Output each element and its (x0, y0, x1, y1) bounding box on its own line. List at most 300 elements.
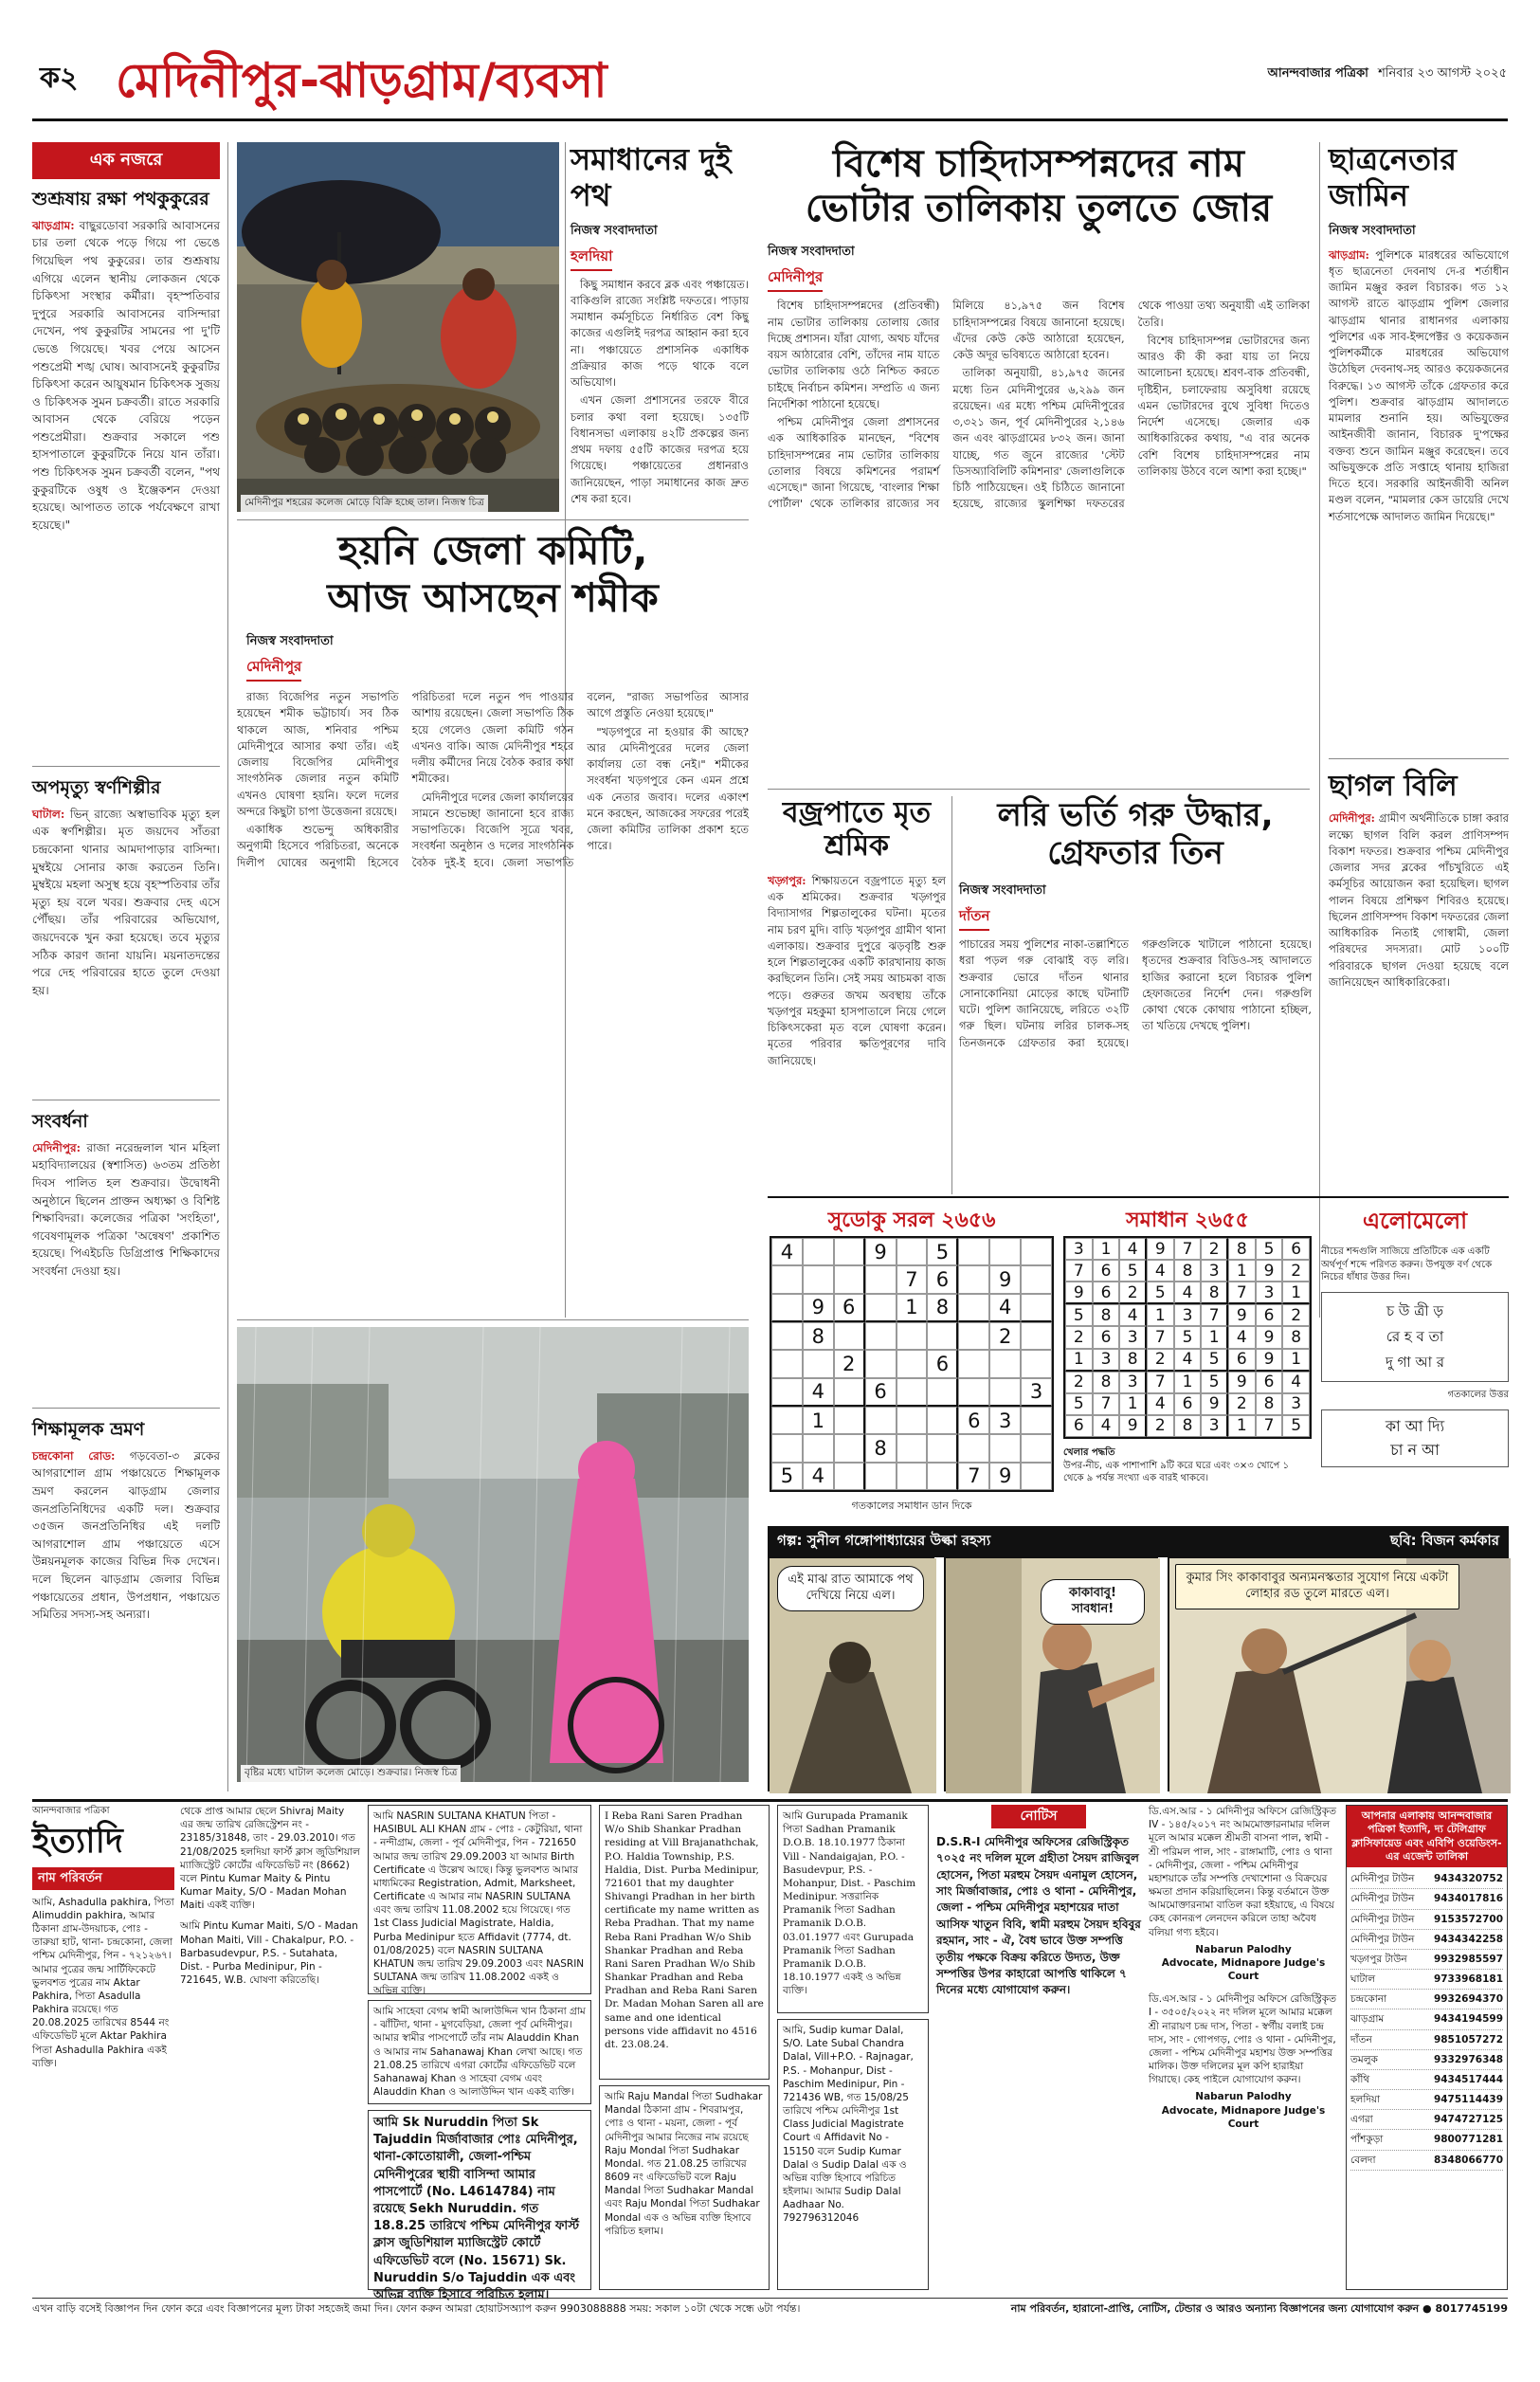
sudoku-footnote: গতকালের সমাধান ডান দিকে (851, 1500, 972, 1512)
jumble-instructions: নীচের শব্দগুলি সাজিয়ে প্রতিটিকে এক একটি অর্থপূর্ণ শব্দে পরিণত করুন। উপযুক্ত বর্ণ থেকে নিচের ধাঁধার উত্তর দিন। (1321, 1246, 1493, 1282)
solution-cell: 4 (1119, 1304, 1147, 1326)
sudoku-solution (1063, 1204, 1312, 1517)
solution-grid (1063, 1236, 1312, 1439)
agent-row (1350, 2110, 1503, 2130)
classified-ad: I Reba Rani Saren Pradhan W/o Shib Shankar Pradhan residing at Vill Brajanathchak, P.O. Haldia Township, P.S. Haldia, Dist. Purba Medinipur, 721601 that my daughter Shivangi Pradhan in her birth certificate my name written as Reba Pradhan. That my name Reba Rani Pradhan W/o Shib Shankar Pradhan and Reba Rani Saren Pradhan W/o Shib Shankar Pradhan and Reba Pradhan and Reba Rani Saren Dr. Madan Mohan Saren all are same and one identical persons vide affidavit no 4516 dt. 23.08.24. (605, 1810, 764, 2050)
story-place: মেদিনীপুর: (1329, 811, 1375, 826)
sudoku-cell (865, 1294, 897, 1322)
jumble-words (1321, 1292, 1509, 1382)
solution-cell: 3 (1119, 1326, 1147, 1348)
sudoku-cell (958, 1294, 989, 1322)
solution-cell: 3 (1201, 1415, 1228, 1437)
sudoku-cell (989, 1434, 1021, 1462)
column-rule (227, 142, 228, 1791)
sudoku-cell (803, 1238, 834, 1265)
solution-cell: 5 (1201, 1349, 1228, 1372)
notice-header: নোটিস (991, 1805, 1086, 1828)
solution-cell: 3 (1282, 1393, 1310, 1415)
classified-ad: ডি.এস.আর - ১ মেদিনীপুর অফিসে রেজিস্ট্রিকৃত IV - ১৪৫/২০১৭ নং আমমোক্তারনামার দলিল মূলে আমার মক্কেল শ্রীমতী বাসনা পাল, স্বামী - শ্রী পরিমল পাল, সাং - রাঙ্গামাটি, পোঃ ও থানা - মেদিনীপুর, জেলা - পশ্চিম মেদিনীপুর মহাশয়াকে তাঁর সম্পত্তি দেখাশোনা ও বিক্রয়ের ক্ষমতা প্রদান করিয়াছিলেন। কিন্তু বর্তমানে উক্ত আমমোক্তারনামা বাতিল করা হইয়াছে, এ বিষয়ে কেহ কোনরূপ লেনদেন করিলে তাহা অবৈধ বলিয়া গণ্য হইবে। (1149, 1806, 1336, 1938)
brief-headline: অপমৃত্যু স্বর্ণশিল্পীর (32, 777, 161, 798)
agent-phone: 9475114439 (1433, 2094, 1503, 2106)
classified-ad: আমি Gurupada Pramanik পিতা Sadhan Pramanik D.O.B. 18.10.1977 ঠিকানা Vill - Nandaigajan, P.O. - Basudevpur, P.S. - Mohanpur, Dist. - Paschim Medinipur. সত্তরানিক Pramanik পিতা Sadhan Pramanik D.O.B. 03.01.1977 এবং Gurupada Pramanik পিতা Sadhan Pramanik D.O.B. 18.10.1977 একই ও অভিন্ন ব্যক্তি। (783, 1810, 916, 1997)
sudoku-cell (865, 1463, 897, 1490)
sudoku-cell (989, 1350, 1021, 1377)
agent-name: মেদিনীপুর টাউন (1350, 1873, 1415, 1885)
issue-date: শনিবার ২৩ আগস্ট ২০২৫ (1378, 66, 1507, 81)
brief-place: মেদিনীপুর: (32, 1140, 82, 1155)
solution-cell: 7 (1065, 1260, 1093, 1282)
sudoku-cell: 5 (771, 1463, 803, 1490)
sudoku-cell (1021, 1434, 1052, 1462)
sudoku-cell (865, 1350, 897, 1377)
divider (768, 789, 1310, 790)
classified-ad-box (777, 2019, 929, 2290)
sudoku-cell: 7 (958, 1463, 989, 1490)
sudoku-cell (834, 1238, 865, 1265)
sudoku-cell (834, 1322, 865, 1350)
paragraph: রাজ্য বিজেপির নতুন সভাপতি হয়েছেন শমীক ভট্টাচার্য। সব ঠিক থাকলে আজ, শনিবার পশ্চিম মেদিনীপুরে আসার কথা তাঁর। এই জেলায় বিজেপির মেদিনীপুর সাংগঠনিক জেলার নতুন কমিটি এখনও ঘোষণা হয়নি। ফলে দলের অন্দরে কিছুটা চাপা উত্তেজনা রয়েছে। (237, 690, 399, 818)
sudoku-cell (958, 1434, 989, 1462)
sudoku-cell (834, 1407, 865, 1434)
solution-cell: 1 (1093, 1238, 1120, 1260)
sudoku-cell: 1 (803, 1407, 834, 1434)
agent-row (1350, 1910, 1503, 1930)
solution-cell: 2 (1201, 1238, 1228, 1260)
agent-rows (1347, 1867, 1507, 2173)
agent-phone: 9434194599 (1433, 2013, 1503, 2026)
classified-ad: আমি NASRIN SULTANA KHATUN পিতা - HASIBUL ALI KHAN গ্রাম - পোঃ - কেটুরিয়া, থানা - নন্দীগ্রাম, জেলা - পূর্ব মেদিনীপুর, পিন - 721650 আমার জন্ম তারিখ 29.09.2003 যা আমার Birth Certificate এ উল্লেখ আছে। কিন্তু ভুলবশত আমার মাধ্যমিকের Registration, Admit, Marksheet, Certificate এ আমার নাম NASRIN SULTANA এবং জন্ম তারিখ 11.08.2002 হয়ে গিয়েছে। গত 1st Class Judicial Magistrate, Haldia, Purba Medinipur হতে Affidavit (7774, dt. 01/08/2025) বলে NASRIN SULTANA KHATUN জন্ম তারিখ 29.09.2003 এবং NASRIN SULTANA জন্ম তারিখ 11.08.2002 একই ও অভিন্ন ব্যক্তি। (373, 1810, 585, 1997)
sudoku-cell (927, 1322, 958, 1350)
sudoku-cell: 5 (927, 1238, 958, 1265)
sudoku-cell: 6 (927, 1350, 958, 1377)
sudoku-cell (865, 1322, 897, 1350)
photo-caption: বৃষ্টির মধ্যে ঘাটাল কলেজ মোড়ে। শুক্রবার। নিজস্ব চিত্র (241, 1765, 461, 1783)
solution-cell: 5 (1174, 1326, 1202, 1348)
sudoku-cell: 6 (865, 1378, 897, 1407)
speech-bubble: কাকাবাবু! সাবধান! (1041, 1579, 1145, 1625)
solution-cell: 1 (1119, 1393, 1147, 1415)
agent-name: পাঁশকুড়া (1350, 2134, 1384, 2146)
solution-cell: 6 (1282, 1238, 1310, 1260)
story-headline: বজ্রপাতে মৃত শ্রমিক (782, 796, 932, 864)
agent-row (1350, 1869, 1503, 1889)
solution-cell: 3 (1093, 1349, 1120, 1372)
story-byline: নিজস্ব সংবাদদাতা (571, 223, 658, 238)
sudoku-cell: 9 (989, 1463, 1021, 1490)
name-change-header: নাম পরিবর্তন (32, 1867, 174, 1890)
agent-phone: 9434517444 (1433, 2073, 1503, 2085)
sudoku-cell (1021, 1238, 1052, 1265)
solution-cell: 9 (1228, 1372, 1256, 1393)
solution-cell: 6 (1256, 1372, 1283, 1393)
story-goat (1329, 770, 1509, 1149)
solution-cell: 1 (1174, 1372, 1202, 1393)
classified-ad: আমি Sk Nuruddin পিতা Sk Tajuddin মির্জাবাজার পোঃ মেদিনীপুর, থানা-কোতোয়ালী, জেলা-পশ্চিম মেদিনীপুরের স্থায়ী বাসিন্দা আমার পাসপোর্টে (No. L4614784) নাম রয়েছে Sekh Nuruddin. গত 18.8.25 তারিখে পশ্চিম মেদিনীপুর ফার্স্ট ক্লাস জুডিশিয়াল ম্যাজিস্ট্রেট কোর্টে এফিডেভিট বলে (No. 15671) Sk. Nuruddin S/o Tajuddin এক এবং অভিন্ন ব্যক্তি হিসাবে পরিচিত হলাম। (373, 2116, 580, 2302)
agent-name: দাঁতন (1350, 2033, 1372, 2046)
solution-cell: 8 (1228, 1238, 1256, 1260)
sudoku-cell (897, 1350, 928, 1377)
agent-row (1350, 2070, 1503, 2090)
page-number: ক২ (40, 62, 79, 95)
solution-cell: 9 (1256, 1326, 1283, 1348)
jumble-word: দু গা আ র (1385, 1353, 1445, 1371)
story-headline-line2: ভোটার তালিকায় তুলতে জোর (805, 187, 1273, 231)
sudoku-cell (989, 1378, 1021, 1407)
solution-cell: 4 (1174, 1349, 1202, 1372)
agent-phone: 9434342258 (1433, 1933, 1503, 1945)
footer-right: নাম পরিবর্তন, হারানো-প্রাপ্তি, নোটিস, টেন্ডার ও আরও অন্যান্য বিজ্ঞাপনের জন্য যোগাযোগ করুন ● 8017745199 (1010, 2302, 1508, 2315)
sudoku-cell (834, 1463, 865, 1490)
classified-ad-box (777, 1805, 929, 2013)
solution-cell: 9 (1065, 1282, 1093, 1304)
brief-place: ঘাটাল: (32, 807, 65, 821)
palm-seller-image (237, 142, 559, 512)
story-byline: নিজস্ব সংবাদদাতা (246, 634, 334, 649)
sudoku-cell (1021, 1294, 1052, 1322)
sudoku-cell: 9 (803, 1294, 834, 1322)
story-location: দাঁতন (959, 905, 989, 931)
solution-cell: 6 (1093, 1282, 1120, 1304)
solution-cell: 3 (1256, 1282, 1283, 1304)
story-body: শিক্ষায়তনে বজ্রপাতে মৃত্যু হল এক শ্রমিকের। শুক্রবার খড়্গপুর বিদ্যাসাগর শিল্পতালুকের ঘটনা। মৃতের নাম চরণ মুদি। বাড়ি খড়্গপুর গ্রামীণ থানা এলাকায়। শুক্রবার দুপুরে ঝড়বৃষ্টি শুরু হলে শিল্পতালুকের একটি কারখানায় কাজ করছিলেন তিনি। সেই সময় আচমকা বাজ পড়ে। গুরুতর জখম অবস্থায় তাঁকে খড়্গপুর মহকুমা হাসপাতালে নিয়ে গেলে চিকিৎসকেরা মৃত বলে ঘোষণা করেন। মৃতের পরিবার ক্ষতিপূরণের দাবি জানিয়েছে। (768, 873, 947, 1067)
solution-cell: 2 (1228, 1393, 1256, 1415)
sudoku-cell (834, 1434, 865, 1462)
agent-name: এগরা (1350, 2114, 1373, 2126)
sudoku-cell (803, 1265, 834, 1293)
jumble-word: চ উ ত্রী ড় (1386, 1301, 1444, 1319)
speech-bubble: এই মাঝ রাত আমাকে পথ দেখিয়ে নিয়ে এল। (777, 1566, 924, 1611)
sudoku-cell: 9 (865, 1238, 897, 1265)
sudoku-cell: 4 (771, 1238, 803, 1265)
agent-row (1350, 2090, 1503, 2110)
solution-cell: 1 (1065, 1349, 1093, 1372)
brand-title: ইত্যাদি (32, 1820, 123, 1861)
solution-cell: 3 (1174, 1304, 1202, 1326)
notice-body: D.S.R-I মেদিনীপুর অফিসের রেজিস্ট্রিকৃত ৭০২৫ নং দলিল মূলে গ্রহীতা সৈয়দ রাজিবুল হোসেন, পিতা মরহুম সৈয়দ এনামুল হোসেন, সাং মির্জাবাজার, পোঃ ও থানা - মেদিনীপুর, জেলা - পশ্চিম মেদিনীপুর মহাশয়ের দাতা আসিফ খাতুন বিবি, স্বামী মরহুম সৈয়দ হবিবুর রহমান, সাং - ঐ, বৈধ ভাবে উক্ত সম্পত্তি তৃতীয় পক্ষকে বিক্রয় করিতে উদ্যত, উক্ত সম্পত্তির উপর কাহারো আপত্তি থাকিলে ৭ দিনের মধ্যে যোগাযোগ করুন। (936, 1834, 1141, 1997)
brief-body: ভিন্ রাজ্যে অস্বাভাবিক মৃত্যু হল এক স্বর্ণশিল্পীর। মৃত জয়দেব সাঁতরা চন্দ্রকোনা থানার আমদাপাড়ার বাসিন্দা। মুম্বইয়ে সোনার কাজ করতেন তিনি। মুম্বইয়ে মহলা অসুস্থ হয়ে বৃহস্পতিবার তাঁর মৃত্যু হয় বলে খবর। শুক্রবার দেহ এসে পৌঁছয়। তাঁর পরিবারের অভিযোগ, জয়দেবকে খুন করা হয়েছে। তবে মৃত্যুর সঠিক কারণ জানা যায়নি। ময়নাতদন্তের পরে দেহ পরিবারের হাতে তুলে দেওয়া হয়। (32, 807, 220, 997)
solution-cell: 1 (1147, 1304, 1174, 1326)
solution-cell: 1 (1282, 1282, 1310, 1304)
sudoku-cell: 8 (865, 1434, 897, 1462)
agent-row (1350, 2130, 1503, 2150)
comic-header (768, 1526, 1509, 1557)
sudoku-cell: 6 (958, 1407, 989, 1434)
paragraph: বিশেষ চাহিদাসম্পন্ন ভোটারদের জন্য আরও কী কী করা যায় তা নিয়ে আলোচনা হয়েছে। শ্রবণ-বাক প্রতিবন্ধী, দৃষ্টিহীন, চলাফেরায় অসুবিধা রয়েছে এমন ভোটারদের বুথে সুবিধা দিতেও নির্দেশ এসেছে। জেলার এক আধিকারিকের কথায়, "এ বার অনেক বেশি বিশেষ চাহিদাসম্পন্নের নাম তালিকায় উঠবে বলে আশা করা হচ্ছে।" (1137, 333, 1310, 478)
story-body: পাচারের সময় পুলিশের নাকা-তল্লাশিতে ধরা পড়ল গরু বোঝাই বড় লরি। শুক্রবার ভোরে দাঁতন থানার সোনাকোনিয়া মোড়ের কাছে ঘটনাটি ঘটে। পুলিশ জানিয়েছে, লরিতে ৩২টি গরু ছিল। ঘটনায় লরির চালক-সহ তিনজনকে গ্রেফতার করা হয়েছে। গরুগুলিকে খাটালে পাঠানো হয়েছে। ধৃতদের শুক্রবার বিডিও-সহ আদালতে হাজির করানো হলে বিচারক পুলিশ হেফাজতের নির্দেশ দেন। গরুগুলি কোথা থেকে কোথায় পাঠানো হচ্ছিল, তা খতিয়ে দেখছে পুলিশ। (959, 937, 1312, 1049)
solution-cell: 4 (1093, 1415, 1120, 1437)
story-byline: নিজস্ব সংবাদদাতা (959, 883, 1046, 899)
solution-cell: 5 (1065, 1304, 1093, 1326)
sudoku-cell (927, 1407, 958, 1434)
sudoku-cell (865, 1265, 897, 1293)
classified-ad: থেকে প্রাপ্ত আমার ছেলে Shivraj Maity এর জন্ম তারিখ রেজিস্ট্রেশন নং - 23185/31848, তাং - 29.03.2010। গত 21/08/2025 হলদিয়া ফার্স্ট ক্লাস জুডিশিয়াল ম্যাজিস্ট্রেট কোর্টের এফিডেভিট নং (8662) বলে Pintu Kumar Maity & Pintu Kumar Maity, S/O - Madan Mohan Maiti একই ব্যক্তি। (180, 1806, 360, 1912)
briefs-box-title: এক নজরে (32, 142, 220, 179)
jumble-answer (1321, 1409, 1509, 1467)
agent-row (1350, 1950, 1503, 1970)
brief-place: ঝাড়গ্রাম: (32, 218, 75, 232)
solution-cell: 9 (1256, 1349, 1283, 1372)
header-rule (32, 118, 1508, 121)
story-body: গ্রামীণ অর্থনীতিকে চাঙ্গা করার লক্ষ্যে ছাগল বিলি করল প্রাণিসম্পদ বিকাশ দফতর। শুক্রবার পশ্চিম মেদিনীপুর জেলার সদর ব্লকের পাঁচখুরিতে এই কর্মসূচির আয়োজন করা হয়েছিল। ছাগল পালন বিষয়ে প্রশিক্ষণ শিবিরও হয়েছে। ছিলেন প্রাণিসম্পদ বিকাশ দফতরের জেলা আধিকারিক নিতাই গোস্বামী, জেলা পরিষদের সদস্যরা। মোট ১০০টি পরিবারকে ছাগল দেওয়া হয়েছে বলে জানিয়েছেন আধিকারিকেরা। (1329, 811, 1509, 989)
paragraph: পশ্চিম মেদিনীপুর জেলা প্রশাসনের এক আধিকারিক মানছেন, "বিশেষ চাহিদাসম্পন্নের নাম ভোটার তালিকায় তোলার বিষয়ে কমিশনের পরামর্শ এসেছে।" জানা গিয়েছে, 'বাংলার শিক্ষা পোর্টাল' থেকে তালিকার রাজ্যের সব মিলিয়ে ৪১,৯৭৫ জন বিশেষ চাহিদাসম্পন্নের বিষয়ে জানানো হয়েছে। এঁদের কেউ কেউ আঠারো হয়েছেন, কেউ অদূর ভবিষ্যতে আঠারো হবেন। (768, 299, 1125, 511)
agent-row (1350, 1970, 1503, 1990)
paragraph: মেদিনীপুরে দলের জেলা কার্যালয়ের সামনে শুভেচ্ছা জানানো হবে রাজ্য সভাপতিকে। বিজেপি সূত্রে খবর, সংবর্ধনা অনুষ্ঠান ও দলের সাংগঠনিক বৈঠক দুই-ই হবে। জেলা সভাপতি বলেন, "রাজ্য সভাপতির আসার আগে প্রস্তুতি নেওয়া হয়েছে।" (411, 690, 749, 869)
agent-name: হলদিয়া (1350, 2094, 1381, 2106)
jumble-title: এলোমেলো (1362, 1208, 1468, 1234)
brief-headline: সংবর্ধনা (32, 1111, 88, 1132)
brief-headline: শিক্ষামূলক ভ্রমণ (32, 1419, 145, 1440)
story-headline: ছাগল বিলি (1329, 770, 1458, 803)
paragraph: এখন জেলা প্রশাসনের তরফে বীরে চলার কথা বলা হয়েছে। ১৩৫টি বিধানসভা এলাকায় ৪২টি প্রকল্পের জন্য প্রথম দফায় ৫৫টি কাজের দরপত্র হয়ে গিয়েছে। পঞ্চায়েতের প্রধানরাও জানিয়েছেন, পাড়া সমাধানের কাজ দ্রুত শেষ করা হবে। (571, 393, 749, 505)
solution-cell: 3 (1119, 1372, 1147, 1393)
brief-item (32, 777, 220, 999)
sudoku-cell: 2 (989, 1322, 1021, 1350)
solution-cell: 8 (1174, 1415, 1202, 1437)
comic-panel-1 (768, 1556, 934, 1791)
sudoku-cell: 3 (989, 1407, 1021, 1434)
advocate-signature: Nabarun Palodhy Advocate, Midnapore Judge's Court (1161, 1943, 1326, 1983)
sudoku-cell: 4 (989, 1294, 1021, 1322)
agent-row (1350, 2151, 1503, 2171)
divider (1329, 758, 1509, 759)
story-body (237, 689, 749, 1296)
agent-phone: 9434320752 (1433, 1873, 1503, 1885)
sudoku-cell: 6 (834, 1294, 865, 1322)
notice-block (936, 1805, 1141, 2290)
solution-cell: 8 (1093, 1372, 1120, 1393)
sudoku-cell: 2 (834, 1350, 865, 1377)
classified-ad-box (599, 2085, 770, 2290)
jumble-word: রে হ ব তা (1386, 1327, 1444, 1345)
story-headline: সমাধানের দুই পথ (571, 141, 732, 213)
agent-name: খড়্গপুর টাউন (1350, 1953, 1407, 1965)
solution-cell: 7 (1201, 1304, 1228, 1326)
solution-cell: 7 (1147, 1372, 1174, 1393)
story-location: মেদিনীপুর (246, 656, 301, 682)
sudoku-cell (958, 1322, 989, 1350)
solution-cell: 5 (1201, 1372, 1228, 1393)
sudoku-cell (1021, 1265, 1052, 1293)
sudoku-cell (958, 1378, 989, 1407)
agent-name: মেদিনীপুর টাউন (1350, 1933, 1415, 1945)
solution-cell: 5 (1256, 1238, 1283, 1260)
solution-cell: 3 (1201, 1260, 1228, 1282)
solution-cell: 7 (1147, 1326, 1174, 1348)
story-body (571, 277, 749, 508)
sudoku-title: সুডোকু সরল ২৬৫৬ (827, 1209, 996, 1232)
solution-cell: 3 (1065, 1238, 1093, 1260)
sudoku-cell: 4 (803, 1378, 834, 1407)
story-place: খড়্গপুর: (768, 873, 806, 887)
agent-name: বেলদা (1350, 2154, 1376, 2166)
classified-ad: ডি.এস.আর - ১ মেদিনীপুর অফিসে রেজিস্ট্রিকৃত I - ৩৫০৫/২০২২ নং দলিল মূলে আমার মক্কেল শ্রী নারায়ণ চন্দ্র দাস, পিতা - স্বর্গীয় বলাই চন্দ্র দাস, সাং - গোপগড়, পোঃ ও থানা - মেদিনীপুর, জেলা - পশ্চিম মেদিনীপুর মহাশয় উক্ত সম্পত্তির মালিক। উক্ত দলিলের মূল কপি হারাইয়া গিয়াছে। কেহ পাইলে যোগাযোগ করুন। (1149, 1993, 1336, 2086)
sudoku-cell (897, 1378, 928, 1407)
sudoku-cell (897, 1407, 928, 1434)
brief-body: রাজা নরেন্দ্রলাল খান মহিলা মহাবিদ্যালয়ের (স্বশাসিত) ৬৩তম প্রতিষ্ঠা দিবস পালিত হল শুক্রবার। উদ্বোধনী অনুষ্ঠানে ছিলেন প্রাক্তন অধ্যক্ষা ও বিশিষ্ট শিক্ষাবিদরা। কলেজের পত্রিকা 'সংহিতা', গবেষণামূলক পত্রিকা 'অন্বেষণ' প্রকাশিত হয়েছে। পিএইচডি ডিগ্রিপ্রাপ্ত শিক্ষিকাদের সংবর্ধনা দেওয়া হয়। (32, 1140, 220, 1278)
agent-phone: 9474727125 (1433, 2114, 1503, 2126)
sudoku-cell (958, 1265, 989, 1293)
story-byline: নিজস্ব সংবাদদাতা (768, 245, 855, 260)
sudoku-cell: 6 (927, 1265, 958, 1293)
agent-row (1350, 1930, 1503, 1950)
jumble-answer-row: চা ন আ (1390, 1441, 1440, 1460)
solution-cell: 1 (1228, 1415, 1256, 1437)
solution-cell: 7 (1093, 1393, 1120, 1415)
sudoku-cell (771, 1434, 803, 1462)
date-line (1080, 64, 1507, 84)
solution-cell: 8 (1174, 1260, 1202, 1282)
solution-cell: 5 (1147, 1282, 1174, 1304)
sudoku-cell: 3 (1021, 1378, 1052, 1407)
solution-cell: 2 (1119, 1282, 1147, 1304)
sudoku-cell (834, 1265, 865, 1293)
photo-rain-scene (237, 1327, 749, 1782)
agent-name: চন্দ্রকোনা (1350, 1993, 1387, 2006)
comic-art-credit: ছবি: বিজন কর্মকার (1389, 1532, 1499, 1549)
solution-title: সমাধান ২৬৫৫ (1126, 1209, 1249, 1232)
solution-cell: 8 (1119, 1349, 1147, 1372)
classified-ad: আমি সাহেবা বেগম স্বামী আলাউদ্দিন খান ঠিকানা গ্রাম - ঝাঁটিদা, থানা - মুগবেড়িয়া, জেলা পূর্ব মেদিনীপুর। আমার স্বামীর পাসপোর্টে তাঁর নাম Alauddin Khan ও আমার নাম Sahanawaj Khan লেখা আছে। গত 21.08.25 তারিখে এগরা কোর্টের এফিডেভিট বলে Sahanawaj Khan ও সাহেবা বেগম এবং Alauddin Khan ও আলাউদ্দিন খান একই ব্যক্তি। (373, 2006, 586, 2099)
agent-row (1350, 1990, 1503, 2009)
sudoku-cell (803, 1350, 834, 1377)
sudoku-cell (771, 1378, 803, 1407)
sudoku-cell: 8 (927, 1294, 958, 1322)
classified-ad-box (599, 1805, 770, 2080)
story-headline-line2: গ্রেফতার তিন (1047, 834, 1223, 873)
paragraph: একাধিক শুভেন্দু অধিকারীর অনুগামী হিসেবে পরিচিতরা, অনেকে দিলীপ ঘোষের অনুগামী হিসেবে পরিচিতরা দলে নতুন পদ পাওয়ার আশায় রয়েছেন। জেলা সভাপতি ঠিক হয়ে গেলেও জেলা কমিটি গঠন এখনও বাকি। আজ মেদিনীপুর শহরে দলীয় কর্মীদের নিয়ে বৈঠক করার কথা শমীকের। (237, 690, 574, 869)
solution-cell: 7 (1228, 1282, 1256, 1304)
classifieds-footer (32, 2298, 1508, 2317)
agent-list-title: আপনার এলাকায় আনন্দবাজার পত্রিকা ইত্যাদি, দ্য টেলিগ্রাফ ক্লাসিফায়েড এবং এবিপি ওয়েডিংস-এর এজেন্ট তালিকা (1347, 1806, 1507, 1867)
sudoku-cell (771, 1294, 803, 1322)
story-committee (237, 527, 749, 1314)
solution-cell: 9 (1147, 1238, 1174, 1260)
section-title: মেদিনীপুর-ঝাড়গ্রাম/ব্যবসা (116, 53, 607, 108)
solution-cell: 4 (1147, 1260, 1174, 1282)
comic-panel-3 (1168, 1556, 1509, 1791)
agent-phone: 9153572700 (1433, 1913, 1503, 1925)
solution-cell: 4 (1228, 1326, 1256, 1348)
story-location: মেদিনীপুর (768, 266, 823, 292)
solution-cell: 9 (1119, 1415, 1147, 1437)
divider (237, 519, 749, 520)
brief-item (32, 1111, 220, 1281)
agent-phone: 9332976348 (1433, 2053, 1503, 2065)
sudoku-cell (803, 1434, 834, 1462)
story-headline-line1: হয়নি জেলা কমিটি, (337, 527, 648, 573)
story-two-ways (571, 142, 749, 512)
solution-cell: 9 (1201, 1393, 1228, 1415)
story-headline-line2: আজ আসছেন শমীক (327, 573, 659, 621)
classified-ad: আমি Pintu Kumar Maiti, S/O - Madan Mohan Maiti, Vill - Chakalpur, P.O. - Barbasudevpur, P.S. - Sutahata, Dist. - Purba Medinipur, Pin - 721645, W.B. ঘোষণা করিতেছি। (180, 1920, 358, 1987)
brief-item (32, 189, 220, 534)
agent-row (1350, 2050, 1503, 2070)
classified-column (180, 1805, 360, 1987)
rain-scene-image (237, 1327, 749, 1782)
agent-name: মেদিনীপুর টাউন (1350, 1893, 1415, 1905)
sudoku-cell (771, 1407, 803, 1434)
advocate-signature: Nabarun Palodhy Advocate, Midnapore Judge's Court (1161, 2091, 1326, 2130)
solution-cell: 6 (1093, 1326, 1120, 1348)
sudoku-cell: 1 (897, 1294, 928, 1322)
sudoku-cell (771, 1350, 803, 1377)
sudoku-grid (770, 1236, 1054, 1492)
solution-cell: 6 (1065, 1415, 1093, 1437)
solution-cell: 2 (1282, 1304, 1310, 1326)
story-headline: ছাত্রনেতার জামিন (1329, 141, 1458, 213)
brief-item (32, 1419, 220, 1624)
comic-title: গল্প: সুনীল গঙ্গোপাধ্যায়ের উল্কা রহস্য (777, 1532, 991, 1549)
solution-cell: 2 (1065, 1326, 1093, 1348)
solution-cell: 7 (1256, 1415, 1283, 1437)
story-location: হলদিয়া (571, 245, 612, 271)
solution-cell: 2 (1147, 1415, 1174, 1437)
classifieds-brand (32, 1805, 174, 2070)
agent-name: মেদিনীপুর টাউন (1350, 1913, 1415, 1925)
solution-cell: 4 (1119, 1238, 1147, 1260)
sudoku-cell: 8 (803, 1322, 834, 1350)
sudoku-cell: 9 (989, 1265, 1021, 1293)
paragraph: বিশেষ চাহিদাসম্পন্নদের (প্রতিবন্ধী) নাম ভোটার তালিকায় তোলায় জোর দিচ্ছে প্রশাসন। যাঁরা যোগ্য, অথচ যাঁদের বয়স আঠারোর বেশি, তাঁদের নাম যাতে ভোটার তালিকায় ওঠে নিশ্চিত করতে চাইছে নির্বাচন কমিশন। সম্প্রতি এ জন্য নির্দেশিকা পাঠানো হয়েছে। (768, 299, 940, 410)
solution-cell: 6 (1093, 1260, 1120, 1282)
column-rule (1319, 142, 1320, 1318)
comic-strip (768, 1526, 1509, 1791)
sudoku-cell (927, 1434, 958, 1462)
solution-cell: 9 (1228, 1304, 1256, 1326)
solution-cell: 4 (1147, 1393, 1174, 1415)
sudoku-cell (1021, 1463, 1052, 1490)
sudoku-cell (1021, 1322, 1052, 1350)
solution-cell: 5 (1065, 1393, 1093, 1415)
solution-cell: 5 (1119, 1260, 1147, 1282)
solution-cell: 6 (1228, 1349, 1256, 1372)
photo-caption: মেদিনীপুর শহরের কলেজ মোড়ে বিক্রি হচ্ছে তাল। নিজস্ব চিত্র (241, 495, 488, 513)
solution-cell: 9 (1256, 1260, 1283, 1282)
solution-cell: 8 (1093, 1304, 1120, 1326)
sudoku-cell (989, 1238, 1021, 1265)
brief-body: গড়বেতা-৩ ব্লকের আগরাশোল গ্রাম পঞ্চায়েতে শিক্ষামূলক ভ্রমণ করলেন ঝাড়গ্রাম জেলার জনপ্রতিনিধিদের একটি দল। শুক্রবার ৩৫জন জনপ্রতিনিধির এই দলটি আগরাশোল গ্রাম পঞ্চায়েতে এসে উন্নয়নমূলক কাজের বিভিন্ন দিক দেখেন। দলে ছিলেন ঝাড়গ্রাম জেলার বিভিন্ন পঞ্চায়েতের প্রধান, উপপ্রধান, পঞ্চায়েত সমিতির সদস্য-সহ অন্যরা। (32, 1448, 220, 1622)
story-cattle (959, 796, 1312, 1194)
agent-row (1350, 2030, 1503, 2050)
sudoku-cell (834, 1378, 865, 1407)
advocate-notices (1149, 1805, 1338, 2290)
agent-name: ঝাড়গ্রাম (1350, 2013, 1385, 2026)
sudoku-cell (865, 1407, 897, 1434)
agent-list (1346, 1805, 1508, 2290)
photo-palm-seller (237, 142, 559, 512)
solution-cell: 4 (1282, 1372, 1310, 1393)
agent-row (1350, 2009, 1503, 2029)
divider (237, 1319, 749, 1320)
caption-box: কুমার সিং কাকাবাবুর অন্যমনস্কতার সুযোগ নিয়ে একটা লোহার রড তুলে মারতে এল। (1175, 1564, 1459, 1609)
divider (768, 1196, 1509, 1198)
classified-ad-box (368, 1805, 591, 1997)
jumble-puzzle (1321, 1204, 1509, 1517)
sudoku-cell (897, 1238, 928, 1265)
jumble-prev-label: গতকালের উত্তর (1447, 1389, 1509, 1400)
sudoku-cell (958, 1238, 989, 1265)
sudoku-cell (771, 1322, 803, 1350)
agent-phone: 9851057272 (1433, 2033, 1503, 2046)
agent-name: ঘাটাল (1350, 1973, 1376, 1986)
agent-name: তমলুক (1350, 2053, 1378, 2065)
sudoku-cell (1021, 1407, 1052, 1434)
page-header (0, 0, 1540, 142)
rules-title: খেলার পদ্ধতি (1063, 1447, 1115, 1458)
rules-text: উপর-নীচ, এক পাশাপাশি ৯টি করে ঘরে এবং ৩×৩ খোপে ১ থেকে ৯ পর্যন্ত সংখ্যা এক বারই থাকবে। (1063, 1460, 1289, 1483)
paragraph: "খড়গপুরে না হওয়ার কী আছে? আর মেদিনীপুরের দলের জেলা কার্যালয় তো বন্ধ নেই।" শমীকের সংবর্ধনা খড়গপুরে কেন এমন প্রশ্নে এক নেতার জবাব। দলের একাংশ মনে করছেন, আজকের সফরের পরেই জেলা কমিটির তালিকা প্রকাশ হতে পারে। (587, 724, 749, 853)
briefs-column (32, 142, 220, 1791)
